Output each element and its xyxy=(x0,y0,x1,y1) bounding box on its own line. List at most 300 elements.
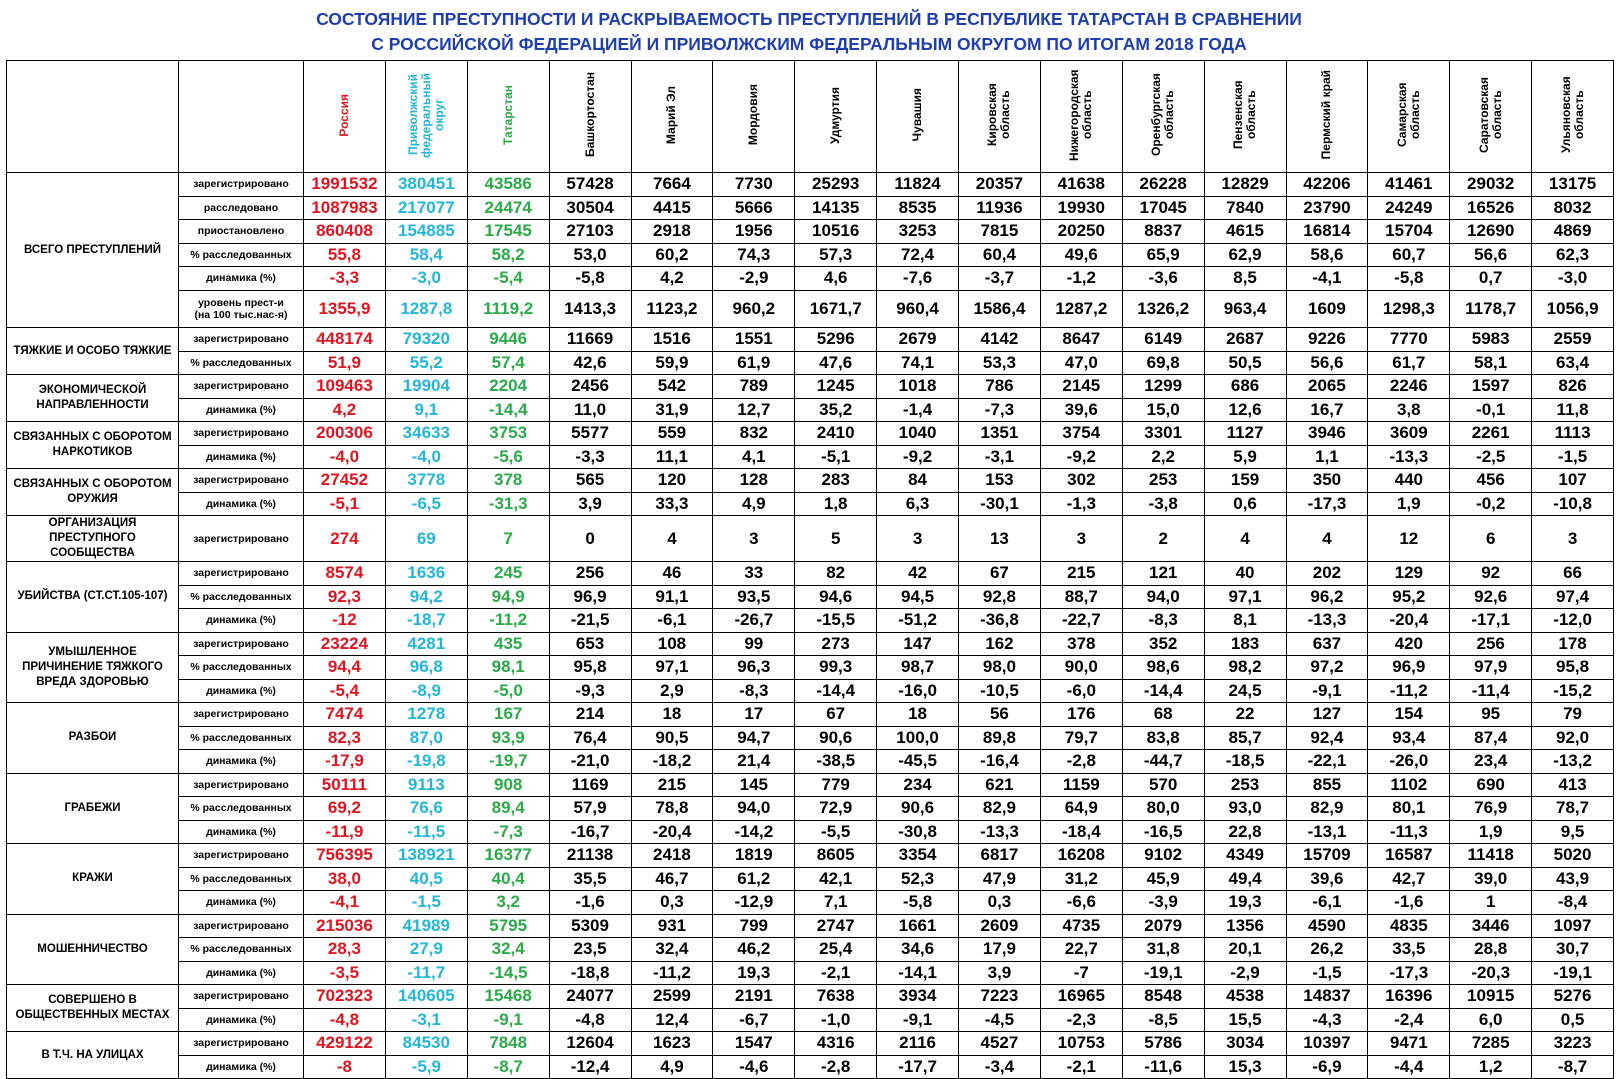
value-cell: 274 xyxy=(304,516,386,562)
value-cell: -22,7 xyxy=(1040,609,1122,633)
indicator-text: динамика (%) xyxy=(206,450,276,463)
value-cell: 22,8 xyxy=(1204,820,1286,844)
value-cell: 24474 xyxy=(467,196,549,220)
value-cell: 89,8 xyxy=(959,726,1041,750)
value-cell: -11,2 xyxy=(1368,679,1450,703)
value-cell: 69 xyxy=(385,516,467,562)
value-cell: -5,1 xyxy=(304,492,386,516)
value-cell: 283 xyxy=(795,469,877,493)
value-cell: -18,5 xyxy=(1204,750,1286,774)
value-cell: 690 xyxy=(1450,773,1532,797)
value-cell: 35,2 xyxy=(795,398,877,422)
value-cell: 43,9 xyxy=(1532,867,1614,891)
table-row xyxy=(7,961,1614,985)
region-name: Мордовия xyxy=(746,84,761,146)
value-cell: 3 xyxy=(1040,516,1122,562)
value-cell: 82,3 xyxy=(304,726,386,750)
value-cell: 3,8 xyxy=(1368,398,1450,422)
value-cell: 4869 xyxy=(1532,220,1614,244)
value-cell: -2,5 xyxy=(1450,445,1532,469)
value-cell: -2,1 xyxy=(795,961,877,985)
category-label: СВЯЗАННЫХ С ОБОРОТОМ ОРУЖИЯ xyxy=(7,469,179,516)
value-cell: 61,2 xyxy=(713,867,795,891)
value-cell: 8837 xyxy=(1122,220,1204,244)
region-header xyxy=(631,61,713,173)
value-cell: -7 xyxy=(1040,961,1122,985)
value-cell: 9102 xyxy=(1122,844,1204,868)
value-cell: 178 xyxy=(1532,632,1614,656)
category-label: РАЗБОИ xyxy=(7,703,179,774)
value-cell: -5,8 xyxy=(1368,267,1450,291)
value-cell: 1245 xyxy=(795,375,877,399)
title-line-2: С РОССИЙСКОЙ ФЕДЕРАЦИЕЙ И ПРИВОЛЖСКИМ ФЕДЕРАЛЬНЫМ ОКРУГОМ ПО ИТОГАМ 2018 ГОДА xyxy=(371,34,1247,54)
value-cell: 95,8 xyxy=(549,656,631,680)
value-cell: 2079 xyxy=(1122,914,1204,938)
value-cell: 0,7 xyxy=(1450,267,1532,291)
value-cell: -7,6 xyxy=(877,267,959,291)
value-cell: -4,3 xyxy=(1286,1008,1368,1032)
region-header xyxy=(713,61,795,173)
value-cell: 27452 xyxy=(304,469,386,493)
value-cell: 1516 xyxy=(631,328,713,352)
value-cell: -10,5 xyxy=(959,679,1041,703)
value-cell: 98,6 xyxy=(1122,656,1204,680)
value-cell: 145 xyxy=(713,773,795,797)
region-name: Ульяновская область xyxy=(1558,76,1586,154)
value-cell: 138921 xyxy=(385,844,467,868)
value-cell: 14135 xyxy=(795,196,877,220)
value-cell: 93,9 xyxy=(467,726,549,750)
indicator-text: зарегистрировано xyxy=(193,637,289,650)
indicator-text: зарегистрировано xyxy=(193,380,289,393)
table-row xyxy=(7,844,1614,868)
value-cell: 11,0 xyxy=(549,398,631,422)
value-cell: 100,0 xyxy=(877,726,959,750)
value-cell: 28,3 xyxy=(304,938,386,962)
value-cell: 621 xyxy=(959,773,1041,797)
value-cell: 6,3 xyxy=(877,492,959,516)
indicator-label xyxy=(179,562,304,586)
value-cell: 57428 xyxy=(549,173,631,197)
value-cell: -11,6 xyxy=(1122,1055,1204,1079)
value-cell: -19,7 xyxy=(467,750,549,774)
value-cell: 1636 xyxy=(385,562,467,586)
value-cell: 97,1 xyxy=(631,656,713,680)
table-row xyxy=(7,375,1614,399)
value-cell: 87,0 xyxy=(385,726,467,750)
value-cell: 72,9 xyxy=(795,797,877,821)
value-cell: 253 xyxy=(1122,469,1204,493)
category-label: СВЯЗАННЫХ С ОБОРОТОМ НАРКОТИКОВ xyxy=(7,422,179,469)
value-cell: -9,1 xyxy=(877,1008,959,1032)
value-cell: -8,4 xyxy=(1532,891,1614,915)
value-cell: -11,5 xyxy=(385,820,467,844)
value-cell: -21,5 xyxy=(549,609,631,633)
value-cell: -11,4 xyxy=(1450,679,1532,703)
value-cell: 7664 xyxy=(631,173,713,197)
value-cell: -18,8 xyxy=(549,961,631,985)
indicator-label xyxy=(179,1032,304,1056)
indicator-text: динамика (%) xyxy=(206,755,276,768)
value-cell: 34,6 xyxy=(877,938,959,962)
value-cell: -6,1 xyxy=(1286,891,1368,915)
value-cell: -16,4 xyxy=(959,750,1041,774)
value-cell: 1326,2 xyxy=(1122,290,1204,328)
value-cell: -4,1 xyxy=(1286,267,1368,291)
indicator-label xyxy=(179,173,304,197)
indicator-text: зарегистрировано xyxy=(193,567,289,580)
indicator-text: % расследованных xyxy=(190,356,292,369)
value-cell: 12604 xyxy=(549,1032,631,1056)
value-cell: 826 xyxy=(1532,375,1614,399)
value-cell: -2,1 xyxy=(1040,1055,1122,1079)
value-cell: -4,1 xyxy=(304,891,386,915)
table-row xyxy=(7,220,1614,244)
region-header xyxy=(1532,61,1614,173)
value-cell: 21138 xyxy=(549,844,631,868)
value-cell: 29032 xyxy=(1450,173,1532,197)
value-cell: 2687 xyxy=(1204,328,1286,352)
indicator-label xyxy=(179,961,304,985)
value-cell: 4415 xyxy=(631,196,713,220)
value-cell: 1,2 xyxy=(1450,1055,1532,1079)
value-cell: -3,1 xyxy=(385,1008,467,1032)
value-cell: 94,7 xyxy=(713,726,795,750)
value-cell: 95,2 xyxy=(1368,585,1450,609)
value-cell: 1956 xyxy=(713,220,795,244)
category-label: ТЯЖКИЕ И ОСОБО ТЯЖКИЕ xyxy=(7,328,179,375)
value-cell: 2456 xyxy=(549,375,631,399)
value-cell: 96,3 xyxy=(713,656,795,680)
value-cell: 40,5 xyxy=(385,867,467,891)
table-row xyxy=(7,938,1614,962)
table-row xyxy=(7,516,1614,562)
value-cell: 7285 xyxy=(1450,1032,1532,1056)
region-name: Россия xyxy=(336,93,351,137)
value-cell: 4,6 xyxy=(795,267,877,291)
value-cell: -9,1 xyxy=(1286,679,1368,703)
value-cell: 4735 xyxy=(1040,914,1122,938)
indicator-text: зарегистрировано xyxy=(193,474,289,487)
value-cell: 55,8 xyxy=(304,243,386,267)
value-cell: -0,1 xyxy=(1450,398,1532,422)
indicator-text: % расследованных xyxy=(190,248,292,261)
value-cell: 80,1 xyxy=(1368,797,1450,821)
value-cell: 90,6 xyxy=(795,726,877,750)
value-cell: 8647 xyxy=(1040,328,1122,352)
value-cell: 94,6 xyxy=(795,585,877,609)
value-cell: 1287,8 xyxy=(385,290,467,328)
value-cell: -4,8 xyxy=(549,1008,631,1032)
value-cell: 99 xyxy=(713,632,795,656)
value-cell: 154 xyxy=(1368,703,1450,727)
value-cell: 7770 xyxy=(1368,328,1450,352)
value-cell: 1,9 xyxy=(1368,492,1450,516)
indicator-text: % расследованных xyxy=(190,590,292,603)
indicator-text: % расследованных xyxy=(190,802,292,815)
indicator-label xyxy=(179,492,304,516)
value-cell: 38,0 xyxy=(304,867,386,891)
value-cell: 92 xyxy=(1450,562,1532,586)
table-row xyxy=(7,679,1614,703)
value-cell: 85,7 xyxy=(1204,726,1286,750)
value-cell: 58,2 xyxy=(467,243,549,267)
value-cell: -2,9 xyxy=(713,267,795,291)
value-cell: 2116 xyxy=(877,1032,959,1056)
value-cell: 94,0 xyxy=(1122,585,1204,609)
table-row xyxy=(7,290,1614,328)
value-cell: 11936 xyxy=(959,196,1041,220)
indicator-label xyxy=(179,422,304,446)
value-cell: 963,4 xyxy=(1204,290,1286,328)
indicator-text: динамика (%) xyxy=(206,403,276,416)
region-name: Пермский край xyxy=(1319,70,1334,160)
table-row xyxy=(7,422,1614,446)
indicator-label xyxy=(179,726,304,750)
indicator-text: зарегистрировано xyxy=(193,849,289,862)
indicator-label xyxy=(179,1055,304,1079)
value-cell: 99,3 xyxy=(795,656,877,680)
value-cell: 565 xyxy=(549,469,631,493)
value-cell: 20,1 xyxy=(1204,938,1286,962)
value-cell: 42,1 xyxy=(795,867,877,891)
region-header xyxy=(877,61,959,173)
value-cell: -9,2 xyxy=(1040,445,1122,469)
region-name: Приволжский федеральный округ xyxy=(405,72,446,158)
region-header xyxy=(304,61,386,173)
value-cell: 17045 xyxy=(1122,196,1204,220)
value-cell: 41638 xyxy=(1040,173,1122,197)
value-cell: 2599 xyxy=(631,985,713,1009)
value-cell: -20,3 xyxy=(1450,961,1532,985)
value-cell: 94,9 xyxy=(467,585,549,609)
region-header xyxy=(1204,61,1286,173)
value-cell: 1040 xyxy=(877,422,959,446)
value-cell: 542 xyxy=(631,375,713,399)
value-cell: 4142 xyxy=(959,328,1041,352)
value-cell: 121 xyxy=(1122,562,1204,586)
value-cell: 10397 xyxy=(1286,1032,1368,1056)
value-cell: 13175 xyxy=(1532,173,1614,197)
value-cell: 2,2 xyxy=(1122,445,1204,469)
value-cell: -6,1 xyxy=(631,609,713,633)
value-cell: 78,7 xyxy=(1532,797,1614,821)
value-cell: -16,5 xyxy=(1122,820,1204,844)
value-cell: -3,1 xyxy=(959,445,1041,469)
value-cell: 108 xyxy=(631,632,713,656)
value-cell: 22 xyxy=(1204,703,1286,727)
region-name: Чувашия xyxy=(910,88,925,142)
value-cell: 1547 xyxy=(713,1032,795,1056)
value-cell: 5276 xyxy=(1532,985,1614,1009)
value-cell: -11,9 xyxy=(304,820,386,844)
value-cell: 2918 xyxy=(631,220,713,244)
value-cell: -36,8 xyxy=(959,609,1041,633)
value-cell: -14,4 xyxy=(1122,679,1204,703)
value-cell: 653 xyxy=(549,632,631,656)
value-cell: 183 xyxy=(1204,632,1286,656)
indicator-text: зарегистрировано xyxy=(193,778,289,791)
value-cell: 217077 xyxy=(385,196,467,220)
indicator-text: зарегистрировано xyxy=(193,333,289,346)
table-row xyxy=(7,398,1614,422)
indicator-label xyxy=(179,750,304,774)
indicator-text: расследовано xyxy=(203,201,279,214)
value-cell: 4,9 xyxy=(713,492,795,516)
value-cell: 3934 xyxy=(877,985,959,1009)
value-cell: 10915 xyxy=(1450,985,1532,1009)
value-cell: 4835 xyxy=(1368,914,1450,938)
value-cell: 72,4 xyxy=(877,243,959,267)
value-cell: 15704 xyxy=(1368,220,1450,244)
table-row xyxy=(7,773,1614,797)
category-label: ВСЕГО ПРЕСТУПЛЕНИЙ xyxy=(7,173,179,328)
value-cell: 52,3 xyxy=(877,867,959,891)
value-cell: 15,3 xyxy=(1204,1055,1286,1079)
value-cell: 8032 xyxy=(1532,196,1614,220)
value-cell: 94,4 xyxy=(304,656,386,680)
indicator-text: динамика (%) xyxy=(206,825,276,838)
table-row xyxy=(7,445,1614,469)
value-cell: 9,1 xyxy=(385,398,467,422)
value-cell: 860408 xyxy=(304,220,386,244)
value-cell: 20357 xyxy=(959,173,1041,197)
value-cell: 33 xyxy=(713,562,795,586)
value-cell: -18,7 xyxy=(385,609,467,633)
value-cell: 96,9 xyxy=(1368,656,1450,680)
indicator-text: % расследованных xyxy=(190,731,292,744)
value-cell: 62,3 xyxy=(1532,243,1614,267)
value-cell: 786 xyxy=(959,375,1041,399)
value-cell: 61,7 xyxy=(1368,351,1450,375)
value-cell: 159 xyxy=(1204,469,1286,493)
value-cell: 215 xyxy=(1040,562,1122,586)
table-row xyxy=(7,1008,1614,1032)
value-cell: 799 xyxy=(713,914,795,938)
value-cell: 97,4 xyxy=(1532,585,1614,609)
indicator-label xyxy=(179,820,304,844)
value-cell: 378 xyxy=(467,469,549,493)
value-cell: 17545 xyxy=(467,220,549,244)
value-cell: 35,5 xyxy=(549,867,631,891)
value-cell: 58,1 xyxy=(1450,351,1532,375)
value-cell: -18,4 xyxy=(1040,820,1122,844)
value-cell: 7474 xyxy=(304,703,386,727)
value-cell: 18 xyxy=(877,703,959,727)
table-row xyxy=(7,891,1614,915)
category-label: МОШЕННИЧЕСТВО xyxy=(7,914,179,985)
value-cell: 34633 xyxy=(385,422,467,446)
value-cell: -5,4 xyxy=(467,267,549,291)
value-cell: -14,2 xyxy=(713,820,795,844)
value-cell: 64,9 xyxy=(1040,797,1122,821)
value-cell: -3,6 xyxy=(1122,267,1204,291)
value-cell: -5,5 xyxy=(795,820,877,844)
value-cell: 0,3 xyxy=(959,891,1041,915)
value-cell: -5,1 xyxy=(795,445,877,469)
value-cell: 435 xyxy=(467,632,549,656)
value-cell: 56,6 xyxy=(1450,243,1532,267)
indicator-text: динамика (%) xyxy=(206,966,276,979)
value-cell: 82 xyxy=(795,562,877,586)
value-cell: 931 xyxy=(631,914,713,938)
value-cell: 76,6 xyxy=(385,797,467,821)
value-cell: 16377 xyxy=(467,844,549,868)
value-cell: 97,9 xyxy=(1450,656,1532,680)
value-cell: -7,3 xyxy=(467,820,549,844)
value-cell: 10753 xyxy=(1040,1032,1122,1056)
region-name: Нижегородская область xyxy=(1067,69,1095,161)
table-row xyxy=(7,585,1614,609)
value-cell: 1127 xyxy=(1204,422,1286,446)
value-cell: 1097 xyxy=(1532,914,1614,938)
value-cell: 16526 xyxy=(1450,196,1532,220)
value-cell: -45,5 xyxy=(877,750,959,774)
value-cell: 2,9 xyxy=(631,679,713,703)
value-cell: -6,6 xyxy=(1040,891,1122,915)
value-cell: -4,5 xyxy=(959,1008,1041,1032)
value-cell: -26,7 xyxy=(713,609,795,633)
region-name: Марий Эл xyxy=(664,85,679,145)
value-cell: 57,4 xyxy=(467,351,549,375)
value-cell: -6,9 xyxy=(1286,1055,1368,1079)
table-row xyxy=(7,867,1614,891)
value-cell: -3,5 xyxy=(304,961,386,985)
value-cell: 4,1 xyxy=(713,445,795,469)
value-cell: 202 xyxy=(1286,562,1368,586)
indicator-label xyxy=(179,243,304,267)
value-cell: -22,1 xyxy=(1286,750,1368,774)
value-cell: -8,7 xyxy=(467,1055,549,1079)
value-cell: 3253 xyxy=(877,220,959,244)
value-cell: 702323 xyxy=(304,985,386,1009)
value-cell: 12690 xyxy=(1450,220,1532,244)
table-row xyxy=(7,492,1614,516)
table-row xyxy=(7,750,1614,774)
value-cell: 67 xyxy=(959,562,1041,586)
value-cell: 2418 xyxy=(631,844,713,868)
value-cell: 1087983 xyxy=(304,196,386,220)
indicator-text: зарегистрировано xyxy=(193,919,289,932)
value-cell: 53,0 xyxy=(549,243,631,267)
value-cell: -51,2 xyxy=(877,609,959,633)
value-cell: 12,4 xyxy=(631,1008,713,1032)
value-cell: 908 xyxy=(467,773,549,797)
value-cell: 4,9 xyxy=(631,1055,713,1079)
value-cell: 90,5 xyxy=(631,726,713,750)
value-cell: 129 xyxy=(1368,562,1450,586)
value-cell: 57,9 xyxy=(549,797,631,821)
value-cell: 32,4 xyxy=(631,938,713,962)
value-cell: 94,0 xyxy=(713,797,795,821)
value-cell: -1,3 xyxy=(1040,492,1122,516)
table-row xyxy=(7,562,1614,586)
value-cell: 11669 xyxy=(549,328,631,352)
value-cell: -15,5 xyxy=(795,609,877,633)
value-cell: -4,0 xyxy=(385,445,467,469)
value-cell: 153 xyxy=(959,469,1041,493)
value-cell: -17,3 xyxy=(1286,492,1368,516)
value-cell: -9,2 xyxy=(877,445,959,469)
value-cell: -3,4 xyxy=(959,1055,1041,1079)
value-cell: 1123,2 xyxy=(631,290,713,328)
value-cell: -19,1 xyxy=(1122,961,1204,985)
table-row xyxy=(7,267,1614,291)
table-row xyxy=(7,173,1614,197)
value-cell: -1,2 xyxy=(1040,267,1122,291)
value-cell: 11,8 xyxy=(1532,398,1614,422)
indicator-label xyxy=(179,938,304,962)
